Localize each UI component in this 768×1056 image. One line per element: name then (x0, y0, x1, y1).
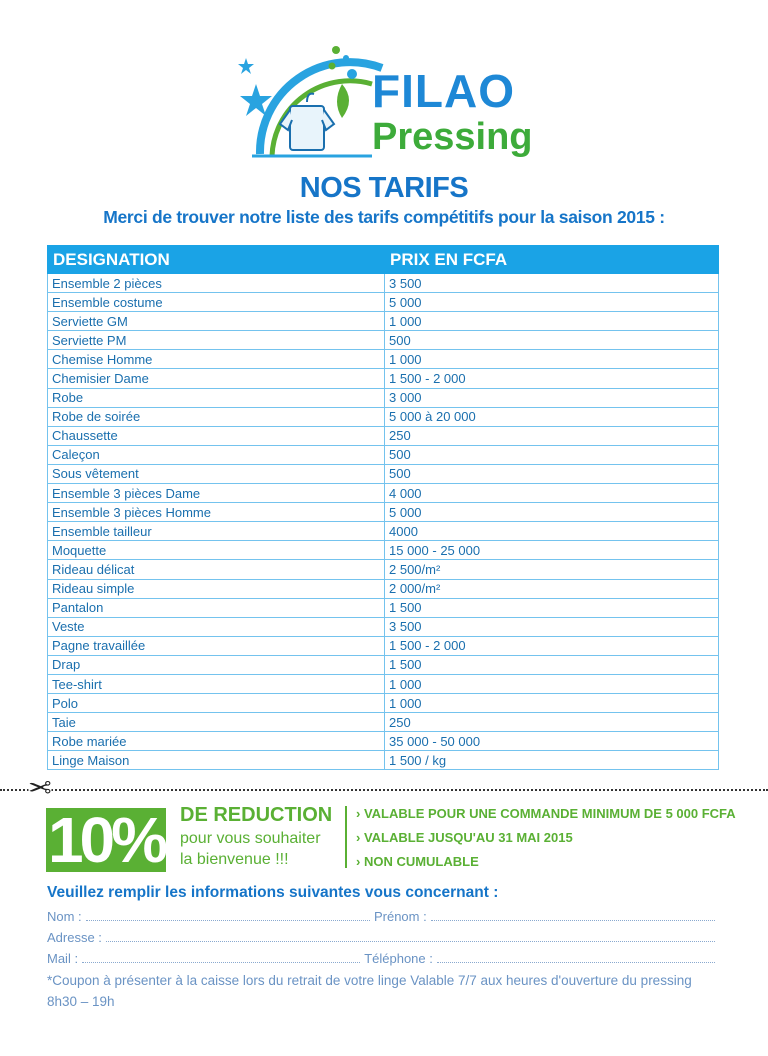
form-row-contact (47, 951, 719, 966)
table-row (48, 407, 719, 426)
table-row (48, 274, 719, 293)
price-cell: 3 500 (385, 274, 719, 293)
designation-cell: Tee-shirt (48, 674, 385, 693)
coupon-cut-line (0, 789, 768, 791)
adresse-label: Adresse : (47, 930, 102, 945)
table-row (48, 579, 719, 598)
table-row (48, 369, 719, 388)
adresse-field[interactable] (106, 930, 715, 942)
brand-name-filao: FILAO (372, 65, 515, 117)
designation-cell: Serviette PM (48, 331, 385, 350)
price-cell: 1 500 (385, 655, 719, 674)
price-table-header (48, 246, 719, 274)
designation-cell: Pagne travaillée (48, 636, 385, 655)
nom-label: Nom : (47, 909, 82, 924)
designation-cell: Linge Maison (48, 751, 385, 770)
table-row (48, 598, 719, 617)
prenom-label: Prénom : (373, 909, 427, 924)
table-row (48, 713, 719, 732)
designation-cell: Chemisier Dame (48, 369, 385, 388)
discount-line-2: la bienvenue !!! (180, 851, 289, 868)
table-row (48, 464, 719, 483)
table-row (48, 312, 719, 331)
designation-cell: Sous vêtement (48, 464, 385, 483)
designation-cell: Ensemble 2 pièces (48, 274, 385, 293)
coupon-divider (345, 806, 347, 868)
discount-heading: DE REDUCTION (180, 804, 333, 826)
designation-cell: Caleçon (48, 445, 385, 464)
condition-minimum: › VALABLE POUR UNE COMMANDE MINIMUM DE 5 000 FCFA (356, 806, 736, 821)
table-row (48, 751, 719, 770)
price-cell: 1 000 (385, 312, 719, 331)
designation-cell: Ensemble tailleur (48, 522, 385, 541)
table-row (48, 445, 719, 464)
designation-cell: Rideau délicat (48, 560, 385, 579)
nom-field[interactable] (86, 909, 370, 921)
table-row (48, 503, 719, 522)
table-row (48, 293, 719, 312)
table-row (48, 560, 719, 579)
table-row (48, 636, 719, 655)
price-cell: 1 000 (385, 694, 719, 713)
page-title: NOS TARIFS (299, 172, 469, 204)
table-row (48, 732, 719, 751)
price-cell: 3 000 (385, 388, 719, 407)
discount-line-1: pour vous souhaiter (180, 830, 321, 847)
table-row (48, 674, 719, 693)
price-cell: 500 (385, 464, 719, 483)
designation-cell: Ensemble 3 pièces Dame (48, 484, 385, 503)
designation-cell: Ensemble costume (48, 293, 385, 312)
coupon-note: *Coupon à présenter à la caisse lors du retrait de votre linge Valable 7/7 aux heures d'ouverture du pressing 8h30 – 19h (47, 973, 692, 1009)
designation-cell: Polo (48, 694, 385, 713)
price-cell: 1 500 / kg (385, 751, 719, 770)
price-cell: 35 000 - 50 000 (385, 732, 719, 751)
condition-deadline: › VALABLE JUSQU'AU 31 MAI 2015 (356, 830, 573, 845)
price-cell: 500 (385, 331, 719, 350)
designation-cell: Pantalon (48, 598, 385, 617)
price-cell: 5 000 (385, 503, 719, 522)
price-cell: 3 500 (385, 617, 719, 636)
table-row (48, 484, 719, 503)
price-cell: 1 500 - 2 000 (385, 369, 719, 388)
price-cell: 15 000 - 25 000 (385, 541, 719, 560)
designation-cell: Robe mariée (48, 732, 385, 751)
price-cell: 5 000 (385, 293, 719, 312)
form-row-name (47, 909, 719, 924)
table-row (48, 655, 719, 674)
brand-name-pressing: Pressing (372, 116, 533, 158)
designation-cell: Moquette (48, 541, 385, 560)
designation-cell: Taie (48, 713, 385, 732)
page-subtitle: Merci de trouver notre liste des tarifs compétitifs pour la saison 2015 : (103, 207, 665, 227)
mail-field[interactable] (82, 951, 360, 963)
designation-cell: Chaussette (48, 426, 385, 445)
form-title: Veuillez remplir les informations suivantes vous concernant : (47, 884, 499, 901)
scissors-icon: ✂ (28, 771, 52, 802)
table-row (48, 522, 719, 541)
designation-cell: Chemise Homme (48, 350, 385, 369)
designation-cell: Veste (48, 617, 385, 636)
price-cell: 1 500 (385, 598, 719, 617)
form-row-address (47, 930, 719, 945)
discount-percent: 10% (47, 804, 165, 876)
telephone-label: Téléphone : (364, 951, 433, 966)
price-cell: 250 (385, 426, 719, 445)
price-table (47, 245, 719, 770)
telephone-field[interactable] (437, 951, 715, 963)
table-row (48, 694, 719, 713)
header-price: PRIX EN FCFA (385, 246, 719, 274)
table-row (48, 388, 719, 407)
designation-cell: Robe (48, 388, 385, 407)
table-row (48, 331, 719, 350)
designation-cell: Rideau simple (48, 579, 385, 598)
price-cell: 1 000 (385, 674, 719, 693)
table-row (48, 426, 719, 445)
price-cell: 4 000 (385, 484, 719, 503)
mail-label: Mail : (47, 951, 79, 966)
price-cell: 2 500/m² (385, 560, 719, 579)
prenom-field[interactable] (431, 909, 715, 921)
price-cell: 250 (385, 713, 719, 732)
designation-cell: Robe de soirée (48, 407, 385, 426)
price-cell: 1 000 (385, 350, 719, 369)
table-row (48, 617, 719, 636)
designation-cell: Serviette GM (48, 312, 385, 331)
condition-non-cumulable: › NON CUMULABLE (356, 854, 479, 869)
table-row (48, 541, 719, 560)
price-cell: 4000 (385, 522, 719, 541)
table-row (48, 350, 719, 369)
price-cell: 1 500 - 2 000 (385, 636, 719, 655)
price-cell: 500 (385, 445, 719, 464)
designation-cell: Ensemble 3 pièces Homme (48, 503, 385, 522)
designation-cell: Drap (48, 655, 385, 674)
header-designation: DESIGNATION (48, 246, 385, 274)
price-cell: 5 000 à 20 000 (385, 407, 719, 426)
price-cell: 2 000/m² (385, 579, 719, 598)
